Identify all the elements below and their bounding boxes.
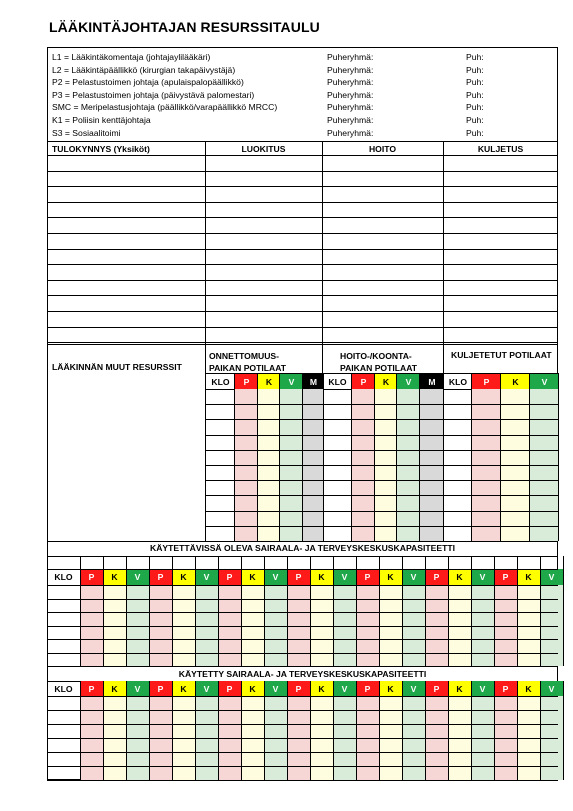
grid-vline [218,556,219,666]
puh-label: Puh: [466,77,484,88]
grid-vline [425,681,426,780]
code-P: P [356,569,379,585]
grid-hline [47,696,558,697]
grid-vline [494,556,495,666]
code-P: P [235,374,258,389]
code-K: K [379,569,402,585]
grid-hline [47,155,558,156]
code-V: V [402,569,425,585]
code-M: M [420,374,444,389]
grid-hline [47,249,558,250]
grid-vline [379,556,380,666]
grid-vline [529,373,530,541]
role-item: L1 = Lääkintäkomentaja (johtajaylilääkäri) [52,52,211,62]
code-P: P [149,681,172,696]
role-item: K1 = Poliisin kenttäjohtaja [52,115,151,125]
header-onnettomuus-line1: ONNETTOMUUS- [209,351,280,361]
code-P: P [80,569,103,585]
grid-hline [47,752,558,753]
grid-vline [494,681,495,780]
header-hoitopaikka-line2: PAIKAN POTILAAT [340,363,418,373]
grid-hline [47,171,558,172]
grid-hline [47,264,558,265]
grid-vline [471,373,472,541]
code-V: V [195,681,218,696]
grid-hline [47,327,558,328]
code-P: P [425,569,448,585]
grid-vline [563,556,564,666]
header-luokitus: LUOKITUS [241,144,286,154]
grid-vline [257,373,258,541]
grid-hline [47,666,558,667]
grid-vline [80,681,81,780]
puh-label: Puh: [466,127,484,138]
puh-label: Puh: [466,115,484,125]
code-K: K [448,569,471,585]
grid-vline [241,556,242,666]
code-P: P [287,681,310,696]
grid-vline [540,556,541,666]
code-V: V [126,569,149,585]
klo-label: KLO [211,376,230,387]
grid-hline [47,344,558,345]
grid-vline [264,556,265,666]
grid-vline [448,556,449,666]
grid-vline [517,681,518,780]
grid-vline [126,556,127,666]
grid-vline [374,373,375,541]
header-hoitopaikka [340,350,417,374]
puh-label: Puh: [466,102,484,113]
code-P: P [287,569,310,585]
role-item: S3 = Sosiaalitoimi [52,127,121,138]
grid-hline [47,724,558,725]
code-V: V [264,681,287,696]
code-K: K [241,569,264,585]
grid-hline [47,780,558,781]
grid-hline [47,186,558,187]
code-P: P [425,681,448,696]
klo-label: KLO [328,376,347,387]
grid-hline [47,280,558,281]
code-P: P [80,681,103,696]
code-V: V [333,681,356,696]
grid-vline [379,681,380,780]
puheryhma-label: Puheryhmä: [327,52,374,62]
code-V: V [333,569,356,585]
header-muut-resurssit: LÄÄKINNÄN MUUT RESURSSIT [52,362,182,372]
role-item: P2 = Pelastustoimen johtaja (apulaispalopäällikkö) [52,77,244,88]
puh-label: Puh: [466,52,484,62]
code-K: K [241,681,264,696]
code-K: K [501,374,530,389]
grid-hline [47,585,558,586]
grid-vline [218,681,219,780]
grid-hline [47,653,558,654]
code-K: K [103,681,126,696]
grid-vline [563,681,564,780]
grid-hline [47,599,558,600]
code-P: P [149,569,172,585]
klo-label: KLO [54,572,73,582]
grid-hline [47,710,558,711]
code-P: P [356,681,379,696]
grid-hline [47,766,558,767]
code-K: K [517,569,540,585]
grid-hline [47,541,558,542]
code-V: V [540,681,563,696]
grid-hline [47,612,558,613]
grid-vline [172,556,173,666]
grid-vline [279,373,280,541]
grid-vline [287,556,288,666]
header-onnettomuus-line2: PAIKAN POTILAAT [209,363,287,373]
code-P: P [472,374,501,389]
grid-vline [172,681,173,780]
grid-vline [234,373,235,541]
puheryhma-label: Puheryhmä: [327,102,374,113]
page-title: LÄÄKINTÄJOHTAJAN RESURSSITAULU [49,19,320,35]
code-V: V [126,681,149,696]
grid-hline [47,639,558,640]
grid-vline [310,681,311,780]
code-K: K [517,681,540,696]
puheryhma-label: Puheryhmä: [327,115,374,125]
grid-hline [47,569,558,570]
code-K: K [375,374,397,389]
puheryhma-label: Puheryhmä: [327,89,374,100]
header-kuljetus: KULJETUS [477,144,524,154]
grid-vline [448,681,449,780]
puh-label: Puh: [466,89,484,100]
code-K: K [379,681,402,696]
role-item: P3 = Pelastustoimen johtaja (päivystävä palomestari) [52,89,255,100]
code-V: V [397,374,420,389]
grid-vline [517,556,518,666]
code-V: V [280,374,303,389]
code-K: K [448,681,471,696]
code-V: V [195,569,218,585]
code-V: V [540,569,563,585]
grid-vline [149,556,150,666]
grid-vline [500,373,501,541]
grid-vline [471,556,472,666]
code-V: V [471,681,494,696]
grid-vline [302,373,303,541]
code-P: P [494,569,517,585]
grid-hline [47,311,558,312]
grid-vline [310,556,311,666]
grid-vline [351,373,352,541]
grid-hline [47,233,558,234]
grid-vline [287,681,288,780]
grid-vline [195,556,196,666]
code-M: M [303,374,324,389]
grid-vline [419,373,420,541]
grid-vline [80,556,81,666]
grid-vline [323,373,324,541]
grid-vline [333,556,334,666]
grid-vline [241,681,242,780]
grid-hline [47,626,558,627]
header-capacity-used: KÄYTETTY SAIRAALA- JA TERVEYSKESKUSKAPASITEETTI [178,669,427,679]
puheryhma-label: Puheryhmä: [327,64,374,75]
code-K: K [172,681,195,696]
code-K: K [103,569,126,585]
puheryhma-label: Puheryhmä: [327,127,374,138]
code-K: K [172,569,195,585]
role-item: L2 = Lääkintäpäällikkö (kirurgian takapäivystäjä) [52,64,236,75]
code-K: K [310,681,333,696]
grid-vline [195,681,196,780]
puh-label: Puh: [466,64,484,75]
grid-vline [443,373,444,541]
grid-vline [333,681,334,780]
header-hoitopaikka-line1: HOITO-/KOONTA- [340,351,412,361]
code-V: V [402,681,425,696]
puheryhma-label: Puheryhmä: [327,77,374,88]
grid-vline [103,681,104,780]
grid-vline [356,556,357,666]
code-K: K [258,374,280,389]
header-kuljetetut: KULJETETUT POTILAAT [451,350,552,360]
klo-label: KLO [448,376,468,387]
header-capacity-available: KÄYTETTÄVISSÄ OLEVA SAIRAALA- JA TERVEYSKESKUSKAPASITEETTI [150,543,455,553]
code-P: P [218,569,241,585]
grid-vline [396,373,397,541]
grid-vline [126,681,127,780]
grid-hline [47,342,558,343]
grid-hline [47,202,558,203]
role-item: SMC = Meripelastusjohtaja (päällikkö/varapäällikkö MRCC) [52,102,278,113]
header-tulokynnys: TULOKYNNYS (Yksiköt) [52,144,150,154]
code-V: V [471,569,494,585]
grid-vline [149,681,150,780]
header-hoito: HOITO [368,144,397,154]
grid-vline [264,681,265,780]
grid-hline [47,141,558,142]
code-K: K [310,569,333,585]
grid-hline [47,217,558,218]
grid-vline [402,681,403,780]
grid-vline [103,556,104,666]
code-V: V [264,569,287,585]
grid-vline [425,556,426,666]
code-P: P [494,681,517,696]
klo-label: KLO [54,683,73,694]
grid-vline [471,681,472,780]
grid-vline [356,681,357,780]
grid-hline [47,556,558,557]
grid-vline [402,556,403,666]
header-onnettomuus [209,350,286,374]
grid-hline [47,295,558,296]
grid-vline [558,373,559,541]
code-V: V [530,374,559,389]
code-P: P [352,374,375,389]
grid-hline [47,738,558,739]
grid-vline [540,681,541,780]
code-P: P [218,681,241,696]
